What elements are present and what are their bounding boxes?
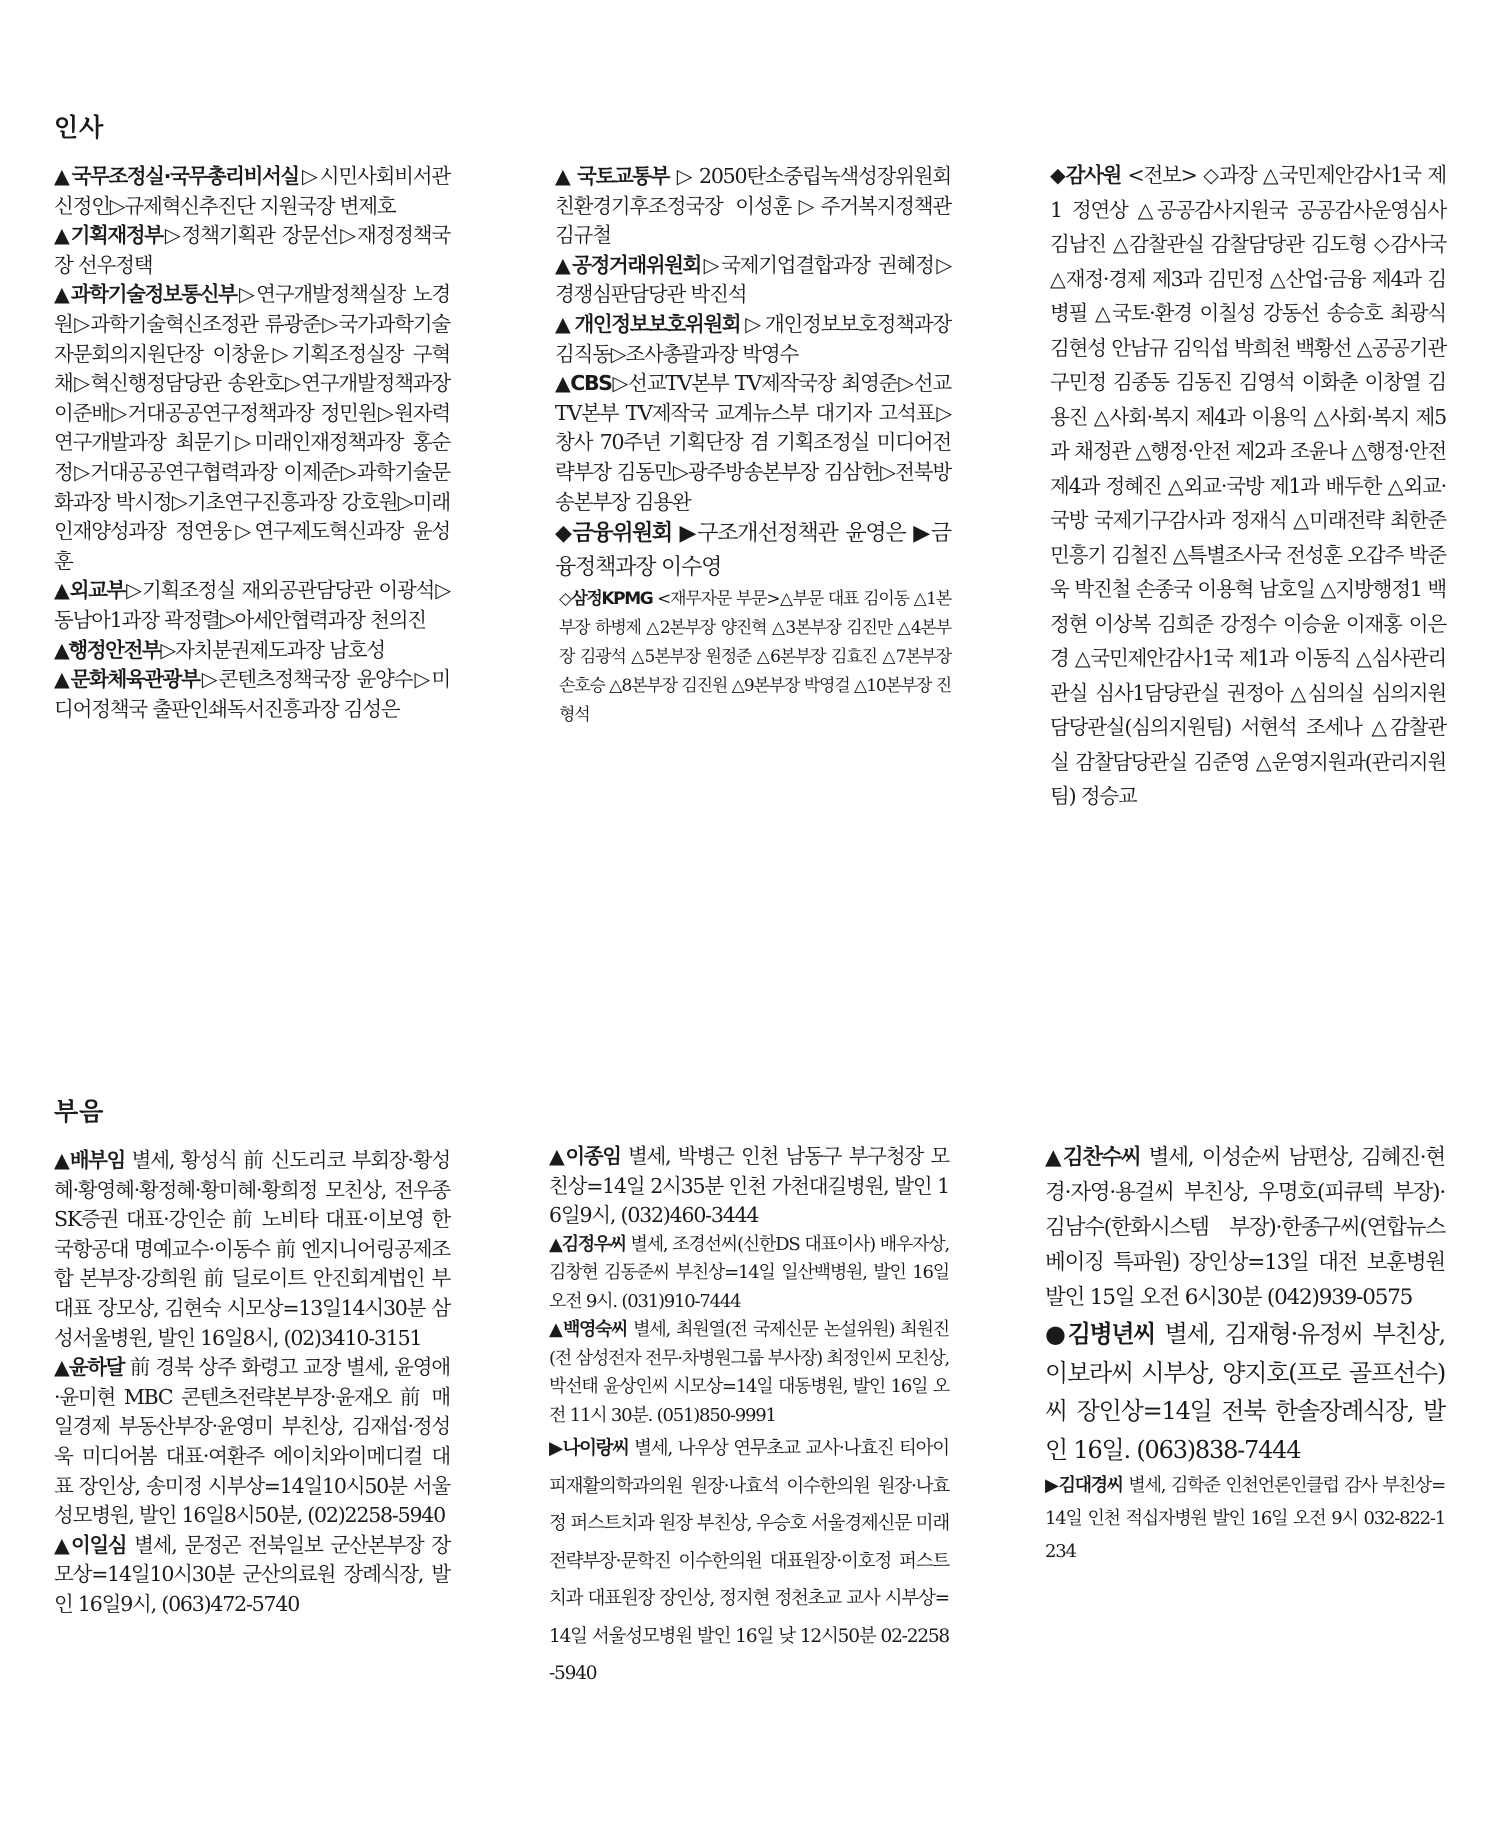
personnel-entry (555, 162, 951, 251)
entry-text: ▷정책기획관 장문선▷재정정책국장 선우정택 (54, 223, 450, 277)
obituary-column-1 (54, 1146, 450, 1620)
personnel-entry (54, 221, 450, 280)
obituary-entry (1045, 1140, 1445, 1315)
deceased-name: ▲이일심 (54, 1532, 127, 1557)
obituary-entry (54, 1353, 450, 1531)
org-name: ▲공정거래위원회 (555, 252, 701, 277)
personnel-column-3 (1050, 158, 1446, 814)
org-name: ▲외교부 (54, 578, 125, 603)
entry-text: ▷선교TV본부 TV제작국장 최영준▷선교TV본부 TV제작국 교계뉴스부 대기자 고석표▷창사 70주년 기획단장 겸 기획조정실 미디어전략부장 김동민▷광주방송본부장 김삼헌▷전북방송본부장 김용완 (555, 371, 951, 514)
personnel-entry (555, 369, 951, 517)
org-name: ▲개인정보보호위원회 (555, 311, 741, 336)
personnel-entry (54, 665, 450, 724)
deceased-name: ▲배부임 (54, 1148, 125, 1172)
deceased-name: ▶김대경씨 (1045, 1475, 1123, 1496)
entry-text: 별세, 조경선씨(신한DS 대표이사) 배우자상, 김창현 김동준씨 부친상=14일 일산백병원, 발인 16일 오전 9시. (031)910-7444 (549, 1233, 949, 1312)
obituary-entry (549, 1430, 949, 1693)
org-name: ▲국토교통부 (555, 164, 670, 188)
obituary-entry (549, 1231, 949, 1317)
entry-text: 별세, 황성식 前 신도리코 부회장·황성혜·황영혜·황정혜·황미혜·황희정 모친상, 전우종 SK증권 대표·강인순 前 노비타 대표·이보영 한국항공대 명예교수·이동수 前 엔지니어링공제조합 본부장·강희원 前 딜로이트 안진회계법인 부대표 장모상, 김현숙 시모상=13일14시30분 삼성서울병원, 발인 16일8시, (02)3410-3151 (54, 1148, 451, 1350)
org-name: ▲CBS (555, 371, 612, 396)
entry-text: <재무자문 부문>△부문 대표 김이동 △1본부장 하병제 △2본부장 양진혁 △3본부장 김진만 △4본부장 김광석 △5본부장 원정준 △6본부장 김효진 △7본부장 손호승 △8본부장 김진원 △9본부장 박영걸 △10본부장 진형석 (559, 589, 951, 726)
obituary-entry (549, 1142, 949, 1231)
obituary-entry (549, 1316, 949, 1430)
obituary-column-3 (1045, 1140, 1445, 1568)
personnel-entry (54, 162, 450, 221)
entry-text: 별세, 박병근 인천 남동구 부구청장 모친상=14일 2시35분 인천 가천대길병원, 발인 16일9시, (032)460-3444 (549, 1144, 949, 1228)
obituary-entry (1045, 1315, 1445, 1469)
entry-text: 별세, 김재형·유정씨 부친상, 이보라씨 시부상, 양지호(프로 골프선수)씨 장인상=14일 전북 한솔장례식장, 발인 16일. (063)838-7444 (1045, 1320, 1445, 1464)
obituary-entry (54, 1146, 450, 1353)
personnel-column-1 (54, 162, 450, 724)
entry-text: 별세, 이성순씨 남편상, 김혜진·현경·자영·용걸씨 부친상, 우명호(피큐텍 부장)·김남수(한화시스템 부장)·한종구씨(연합뉴스 베이징 특파원) 장인상=13일 대전 보훈병원 발인 15일 오전 6시30분 (042)939-0575 (1045, 1145, 1445, 1310)
deceased-name: ●김병년씨 (1045, 1320, 1155, 1348)
deceased-name: ▲백영숙씨 (549, 1319, 627, 1341)
personnel-entry (555, 517, 951, 585)
deceased-name: ▲김찬수씨 (1045, 1145, 1141, 1170)
entry-text: ▷기획조정실 재외공관담당관 이광석▷동남아1과장 곽정렬▷아세안협력과장 천의진 (54, 578, 450, 632)
obituary-section-title: 부음 (54, 1097, 105, 1126)
personnel-entry (54, 636, 450, 666)
deceased-name: ▲김정우씨 (549, 1233, 626, 1255)
entry-text: ▷콘텐츠정책국장 윤양수▷미디어정책국 출판인쇄독서진흥과장 김성은 (54, 667, 450, 721)
org-name: ◆금융위원회 (555, 521, 672, 547)
personnel-entry (555, 310, 951, 369)
entry-text: ▷연구개발정책실장 노경원▷과학기술혁신조정관 류광준▷국가과학기술자문회의지원단장 이창윤▷기획조정실장 구혁채▷혁신행정담당관 송완호▷연구개발정책과장 이준배▷거대공공연구정책과장 정민원▷원자력연구개발과장 최문기▷미래인재정책과장 홍순정▷거대공공연구협력과장 이제준▷과학기술문화과장 박시정▷기초연구진흥과장 강호원▷미래인재양성과장 정연웅▷연구제도혁신과장 윤성훈 (54, 282, 450, 573)
obituary-entry (54, 1531, 450, 1620)
obituary-column-2 (549, 1142, 949, 1693)
obituary-entry (1045, 1469, 1445, 1568)
entry-text: ▷시민사회비서관 신정인▷규제혁신추진단 지원국장 변제호 (54, 164, 450, 218)
personnel-entry (54, 280, 450, 576)
entry-text: ▷자치분권제도과장 남호성 (160, 637, 385, 662)
entry-text: 별세, 나우상 연무초교 교사·나효진 티아이피재활의학과의원 원장·나효석 이수한의원 원장·나효정 퍼스트치과 원장 부친상, 우승호 서울경제신문 미래전략부장·문학진 이수한의원 대표원장·이호정 퍼스트치과 대표원장 장인상, 정지현 정천초교 교사 시부상=14일 서울성모병원 발인 16일 낮 12시50분 02-2258-5940 (549, 1438, 949, 1685)
org-name: ◆감사원 (1050, 163, 1121, 187)
org-name: ▲과학기술정보통신부 (54, 282, 237, 307)
entry-text: ▷2050탄소중립녹색성장위원회 친환경기후조정국장 이성훈▷주거복지정책관 김규철 (555, 164, 951, 248)
deceased-name: ▶나이랑씨 (549, 1438, 629, 1460)
entry-text: 前 경북 상주 화령고 교장 별세, 윤영애·윤미현 MBC 콘텐츠전략본부장·윤재오 前 매일경제 부동산부장·윤영미 부친상, 김재섭·정성욱 미디어봄 대표·여환주 에이치와이메디컬 대표 장인상, 송미정 시부상=14일10시50분 서울성모병원, 발인 16일8시50분, (02)2258-5940 (54, 1355, 450, 1528)
org-name: ◇삼정KPMG (559, 589, 653, 610)
personnel-entry (1050, 158, 1446, 814)
entry-text: 별세, 문정곤 전북일보 군산본부장 장모상=14일10시30분 군산의료원 장례식장, 발인 16일9시, (063)472-5740 (54, 1532, 450, 1616)
personnel-column-2 (555, 162, 951, 730)
entry-text: ▶구조개선정책관 윤영은 ▶금융정책과장 이수영 (555, 521, 951, 581)
personnel-entry (555, 585, 951, 730)
entry-text: ▷개인정보보호정책과장 김직동▷조사총괄과장 박영수 (555, 311, 951, 366)
org-name: ▲행정안전부 (54, 637, 161, 662)
org-name: ▲문화체육관광부 (54, 667, 200, 692)
entry-text: <전보> ◇과장 △국민제안감사1국 제1 정연상 △공공감사지원국 공공감사운영심사 김남진 △감찰관실 감찰담당관 김도형 ◇감사국 △재정·경제 제3과 김민정 △산업·금융 제4과 김병필 △국토·환경 이칠성 강동선 송승호 최광식 김현성 안남규 김익섭 박희천 백황선 △공공기관 구민정 김종동 김동진 김영석 이화춘 이창열 김용진 △사회·복지 제4과 이용익 △사회·복지 제5과 채정관 △행정·안전 제2과 조윤나 △행정·안전 제4과 정혜진 △외교·국방 제1과 배두한 △외교·국방 국제기구감사과 정재식 △미래전략 최한준 민흥기 김철진 △특별조사국 전성훈 오갑주 박준욱 박진철 손종국 이용혁 남호일 △지방행정1 백정현 이상복 김희준 강정수 이승윤 이재홍 이은경 △국민제안감사1국 제1과 이동직 △심사관리관실 심사1담당관실 권정아 △심의실 심의지원담당관실(심의지원팀) 서현석 조세나 △감찰관실 감찰담당관실 김준영 △운영지원과(관리지원팀) 정승교 (1050, 163, 1446, 808)
deceased-name: ▲윤하달 (54, 1355, 125, 1380)
entry-text: ▷국제기업결합과장 권혜정▷경쟁심판담당관 박진석 (555, 252, 951, 307)
entry-text: 별세, 최원열(전 국제신문 논설위원) 최원진(전 삼성전자 전무·차병원그룹 부사장) 최정인씨 모친상, 박선태 윤상인씨 시모상=14일 대동병원, 발인 16일 오전 11시 30분. (051)850-9991 (549, 1319, 949, 1426)
deceased-name: ▲이종임 (549, 1144, 621, 1168)
personnel-entry (555, 251, 951, 310)
entry-text: 별세, 김학준 인천언론인클럽 감사 부친상=14일 인천 적십자병원 발인 16일 오전 9시 032-822-1234 (1045, 1475, 1445, 1562)
org-name: ▲기획재정부 (54, 223, 163, 248)
personnel-entry (54, 576, 450, 635)
personnel-section-title: 인사 (54, 113, 105, 142)
org-name: ▲국무조정실·국무총리비서실 (54, 164, 299, 188)
